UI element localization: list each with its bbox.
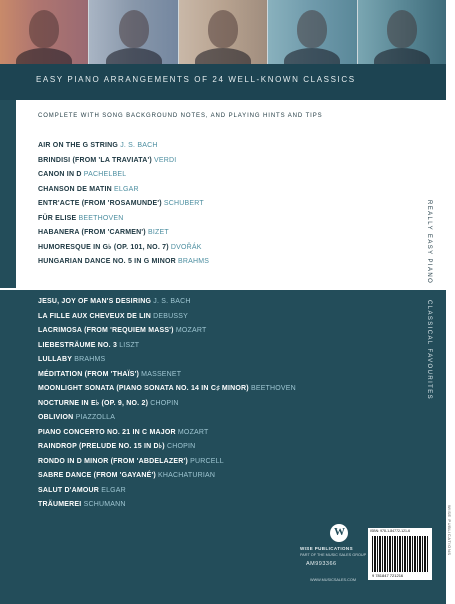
- composer-portraits: [0, 0, 446, 64]
- list-item: [38, 382, 296, 397]
- song-composer: LISZT: [119, 341, 140, 349]
- song-title: HABANERA (FROM 'CARMEN'): [38, 229, 146, 236]
- song-composer: VERDI: [154, 156, 177, 164]
- song-title: BRINDISI (FROM 'LA TRAVIATA'): [38, 156, 152, 164]
- list-item: [38, 368, 296, 383]
- song-title: CHANSON DE MATIN: [38, 185, 112, 193]
- list-item: [38, 197, 209, 212]
- song-title: PIANO CONCERTO NO. 21 IN C MAJOR: [38, 428, 176, 436]
- song-composer: PURCELL: [190, 457, 224, 465]
- song-composer: KHACHATURIAN: [158, 472, 216, 479]
- portrait-body: [195, 48, 251, 64]
- song-title: OBLIVION: [38, 414, 74, 421]
- song-composer: ELGAR: [114, 185, 139, 193]
- banner: [0, 64, 446, 100]
- portrait-head: [387, 10, 417, 48]
- composer-portrait: [179, 0, 268, 64]
- song-title: LULLABY: [38, 356, 73, 363]
- song-title: SALUT D'AMOUR: [38, 486, 100, 494]
- list-item: [38, 139, 209, 154]
- song-composer: MASSENET: [141, 370, 182, 378]
- song-composer: BRAHMS: [178, 258, 210, 265]
- list-item: [38, 426, 296, 441]
- song-composer: SCHUMANN: [83, 501, 126, 508]
- list-item: [38, 168, 209, 183]
- subtitle: COMPLETE WITH SONG BACKGROUND NOTES, AND PLAYING HINTS AND TIPS: [38, 113, 323, 119]
- list-item: [38, 255, 209, 270]
- list-item: [38, 484, 296, 499]
- publisher-url: WWW.MUSICSALES.COM: [310, 578, 356, 582]
- song-title: MOONLIGHT SONATA (PIANO SONATA NO. 14 IN C♯ MINOR): [38, 385, 249, 392]
- song-title: RONDO IN D MINOR (FROM 'ABDELAZER'): [38, 457, 188, 465]
- book-title-vertical: CLASSICAL FAVOURITES: [426, 300, 432, 401]
- song-composer: BEETHOVEN: [78, 214, 124, 222]
- song-composer: PACHELBEL: [83, 171, 127, 178]
- list-item: [38, 339, 296, 354]
- song-title: NOCTURNE IN E♭ (OP. 9, NO. 2): [38, 399, 149, 407]
- list-item: [38, 440, 296, 455]
- song-composer: BIZET: [147, 229, 169, 236]
- list-item: [38, 241, 209, 256]
- series-name: REALLY EASY PIANO: [426, 200, 432, 285]
- song-title: RAINDROP (PRELUDE NO. 15 IN D♭): [38, 443, 165, 450]
- composer-portrait: [89, 0, 178, 64]
- song-composer: MOZART: [177, 428, 209, 436]
- list-item: [38, 324, 296, 339]
- song-title: LACRIMOSA (FROM 'REQUIEM MASS'): [38, 327, 174, 334]
- song-title: HUNGARIAN DANCE NO. 5 IN G MINOR: [38, 258, 176, 265]
- portrait-head: [29, 10, 59, 48]
- song-composer: BEETHOVEN: [250, 385, 296, 392]
- song-composer: CHOPIN: [167, 443, 196, 450]
- barcode-icon: [372, 536, 428, 572]
- composer-portrait: [358, 0, 446, 64]
- song-composer: J. S. BACH: [153, 298, 191, 305]
- song-composer: BRAHMS: [74, 356, 106, 363]
- song-title: JESU, JOY OF MAN'S DESIRING: [38, 298, 152, 305]
- list-item: [38, 469, 296, 484]
- song-title: SABRE DANCE (FROM 'GAYANÉ'): [38, 472, 156, 479]
- song-title: AIR ON THE G STRING: [38, 142, 119, 149]
- song-list-top: [38, 139, 209, 270]
- portrait-body: [284, 48, 340, 64]
- catalogue-number: AM993366: [306, 561, 337, 567]
- list-item: [38, 212, 209, 227]
- list-item: [38, 411, 296, 426]
- song-composer: DVOŘÁK: [170, 243, 202, 251]
- portrait-body: [374, 48, 430, 64]
- list-item: [38, 498, 296, 513]
- song-composer: DEBUSSY: [153, 312, 189, 320]
- song-title: LA FILLE AUX CHEVEUX DE LIN: [38, 312, 151, 320]
- list-item: [38, 154, 209, 169]
- publisher-name: WISE PUBLICATIONS: [300, 546, 353, 551]
- publisher-group: PART OF THE MUSIC SALES GROUP: [300, 553, 367, 557]
- song-title: ENTR'ACTE (FROM 'ROSAMUNDE'): [38, 200, 162, 207]
- song-composer: CHOPIN: [150, 399, 179, 407]
- song-composer: J. S. BACH: [120, 142, 158, 149]
- portrait-body: [106, 48, 162, 64]
- portrait-head: [119, 10, 149, 48]
- song-composer: MOZART: [175, 327, 207, 334]
- spine-publisher: WISE PUBLICATIONS: [447, 505, 452, 556]
- song-composer: SCHUBERT: [163, 200, 204, 207]
- list-item: [38, 226, 209, 241]
- song-composer: ELGAR: [101, 486, 126, 494]
- composer-portrait: [0, 0, 89, 64]
- song-title: CANON IN D: [38, 171, 82, 178]
- composer-portrait: [268, 0, 357, 64]
- list-item: [38, 353, 296, 368]
- logo-letter: W: [334, 526, 345, 538]
- song-title: FÜR ELISE: [38, 214, 77, 222]
- portrait-head: [208, 10, 238, 48]
- isbn: ISBN: 978-1-84772-121-6: [370, 529, 411, 533]
- portrait-body: [16, 48, 72, 64]
- list-item: [38, 310, 296, 325]
- list-item: [38, 455, 296, 470]
- song-composer: PIAZZOLLA: [75, 414, 116, 421]
- list-item: [38, 183, 209, 198]
- portrait-head: [297, 10, 327, 48]
- publisher-logo-icon: [330, 524, 348, 542]
- list-item: [38, 295, 296, 310]
- list-item: [38, 397, 296, 412]
- song-title: HUMORESQUE IN G♭ (OP. 101, NO. 7): [38, 243, 169, 251]
- barcode-number: 9 781847 721216: [372, 573, 404, 578]
- song-title: LIEBESTRÄUME NO. 3: [38, 341, 118, 349]
- song-title: TRÄUMEREI: [38, 501, 82, 508]
- banner-text: EASY PIANO ARRANGEMENTS OF 24 WELL-KNOWN CLASSICS: [36, 75, 356, 84]
- song-list-bottom: [38, 295, 296, 513]
- song-title: MÉDITATION (FROM 'THAÏS'): [38, 370, 140, 378]
